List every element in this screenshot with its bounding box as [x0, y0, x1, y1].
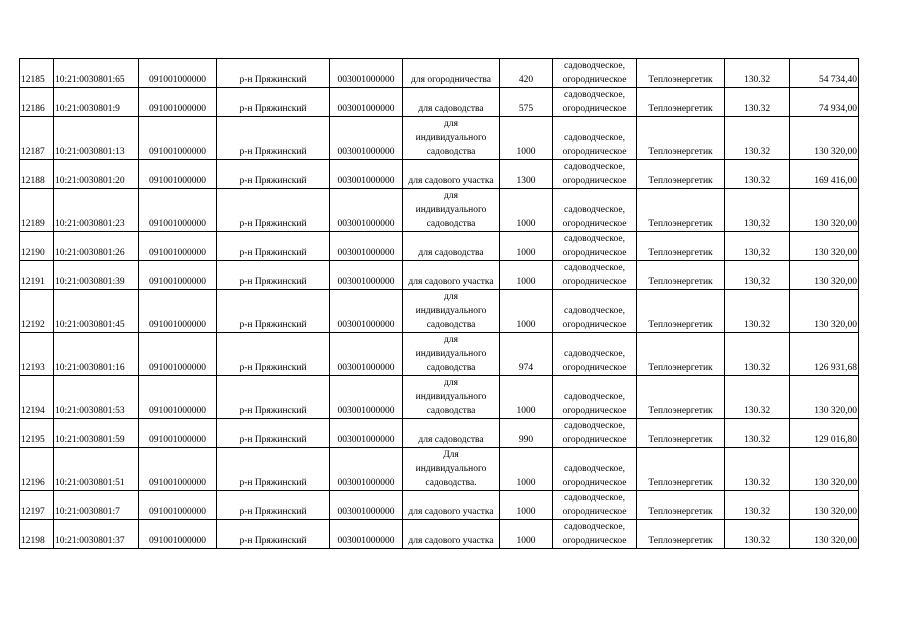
oktmo-code-cell: 003001000000 [330, 117, 403, 160]
district-cell: р-н Пряжинский [217, 419, 330, 448]
district-cell: р-н Пряжинский [217, 376, 330, 419]
permitted-use-line: индивидуального [415, 306, 487, 316]
rate-cell: 130.32 [725, 160, 790, 189]
district-cell: р-н Пряжинский [217, 117, 330, 160]
row-number-cell: 12189 [20, 189, 54, 232]
category-line: садоводческое, [564, 349, 625, 359]
organization-cell: Теплоэнергетик [637, 290, 725, 333]
cadastral-number-cell: 10:21:0030801:26 [54, 232, 139, 261]
permitted-use-line: для садового участка [408, 536, 494, 546]
cadastral-value-cell: 74 934,00 [790, 88, 859, 117]
rate-cell: 130,32 [725, 261, 790, 290]
cadastral-number-cell: 10:21:0030801:59 [54, 419, 139, 448]
oktmo-code-cell: 003001000000 [330, 376, 403, 419]
category-line: огородническое [562, 536, 627, 546]
permitted-use-line: индивидуального [415, 349, 487, 359]
category-cell [553, 59, 637, 88]
organization-cell: Теплоэнергетик [637, 261, 725, 290]
district-cell: р-н Пряжинский [217, 520, 330, 549]
permitted-use-line: для [444, 335, 458, 345]
oktmo-code-cell: 003001000000 [330, 59, 403, 88]
cadastral-number-cell: 10:21:0030801:16 [54, 333, 139, 376]
permitted-use-line: для [444, 191, 458, 201]
category-line: огородническое [562, 478, 627, 488]
area-cell: 1000 [500, 189, 553, 232]
rate-cell: 130.32 [725, 376, 790, 419]
organization-cell: Теплоэнергетик [637, 88, 725, 117]
rate-cell: 130.32 [725, 448, 790, 491]
okato-code-cell: 091001000000 [139, 290, 217, 333]
category-cell [553, 290, 637, 333]
cadastral-value-cell: 130 320,00 [790, 189, 859, 232]
table-row [20, 117, 859, 160]
okato-code-cell: 091001000000 [139, 117, 217, 160]
permitted-use-line: индивидуального [415, 133, 487, 143]
permitted-use-line: для садоводства [418, 435, 484, 445]
category-line: садоводческое, [564, 464, 625, 474]
district-cell: р-н Пряжинский [217, 290, 330, 333]
cadastral-value-cell: 130 320,00 [790, 491, 859, 520]
organization-cell: Теплоэнергетик [637, 59, 725, 88]
oktmo-code-cell: 003001000000 [330, 333, 403, 376]
area-cell: 974 [500, 333, 553, 376]
permitted-use-cell [403, 59, 500, 88]
category-line: садоводческое, [564, 392, 625, 402]
category-line: огородническое [562, 435, 627, 445]
permitted-use-line: для садового участка [408, 507, 494, 517]
category-line: садоводческое, [564, 234, 625, 244]
organization-cell: Теплоэнергетик [637, 232, 725, 261]
category-line: огородническое [562, 248, 627, 258]
cadastral-value-cell: 130 320,00 [790, 376, 859, 419]
rate-cell: 130.32 [725, 333, 790, 376]
category-line: садоводческое, [564, 522, 625, 532]
cadastral-value-cell: 129 016,80 [790, 419, 859, 448]
district-cell: р-н Пряжинский [217, 59, 330, 88]
okato-code-cell: 091001000000 [139, 59, 217, 88]
okato-code-cell: 091001000000 [139, 189, 217, 232]
oktmo-code-cell: 003001000000 [330, 232, 403, 261]
row-number-cell: 12194 [20, 376, 54, 419]
okato-code-cell: 091001000000 [139, 88, 217, 117]
permitted-use-cell [403, 491, 500, 520]
row-number-cell: 12190 [20, 232, 54, 261]
area-cell: 420 [500, 59, 553, 88]
area-cell: 1000 [500, 117, 553, 160]
okato-code-cell: 091001000000 [139, 520, 217, 549]
row-number-cell: 12193 [20, 333, 54, 376]
category-cell [553, 376, 637, 419]
permitted-use-cell [403, 261, 500, 290]
oktmo-code-cell: 003001000000 [330, 290, 403, 333]
permitted-use-line: садоводства. [425, 478, 477, 488]
permitted-use-line: для [444, 378, 458, 388]
area-cell: 1000 [500, 261, 553, 290]
row-number-cell: 12187 [20, 117, 54, 160]
table-row [20, 333, 859, 376]
cadastral-value-cell: 130 320,00 [790, 448, 859, 491]
table-row [20, 232, 859, 261]
district-cell: р-н Пряжинский [217, 232, 330, 261]
okato-code-cell: 091001000000 [139, 491, 217, 520]
cadastral-number-cell: 10:21:0030801:9 [54, 88, 139, 117]
area-cell: 1000 [500, 376, 553, 419]
district-cell: р-н Пряжинский [217, 491, 330, 520]
oktmo-code-cell: 003001000000 [330, 448, 403, 491]
category-line: огородническое [562, 363, 627, 373]
land-register-table [19, 58, 859, 549]
permitted-use-cell [403, 117, 500, 160]
district-cell: р-н Пряжинский [217, 448, 330, 491]
category-line: садоводческое, [564, 306, 625, 316]
table-row [20, 59, 859, 88]
organization-cell: Теплоэнергетик [637, 491, 725, 520]
cadastral-number-cell: 10:21:0030801:37 [54, 520, 139, 549]
cadastral-number-cell: 10:21:0030801:7 [54, 491, 139, 520]
row-number-cell: 12197 [20, 491, 54, 520]
cadastral-value-cell: 169 416,00 [790, 160, 859, 189]
category-line: садоводческое, [564, 133, 625, 143]
row-number-cell: 12196 [20, 448, 54, 491]
permitted-use-cell [403, 419, 500, 448]
category-line: садоводческое, [564, 421, 625, 431]
cadastral-value-cell: 130 320,00 [790, 290, 859, 333]
table-row [20, 261, 859, 290]
permitted-use-line: для садового участка [408, 277, 494, 287]
permitted-use-cell [403, 333, 500, 376]
row-number-cell: 12188 [20, 160, 54, 189]
area-cell: 575 [500, 88, 553, 117]
cadastral-number-cell: 10:21:0030801:51 [54, 448, 139, 491]
category-cell [553, 261, 637, 290]
okato-code-cell: 091001000000 [139, 232, 217, 261]
permitted-use-cell [403, 448, 500, 491]
permitted-use-line: садоводства [426, 406, 476, 416]
permitted-use-line: садоводства [426, 363, 476, 373]
permitted-use-line: для садового участка [408, 176, 494, 186]
organization-cell: Теплоэнергетик [637, 520, 725, 549]
district-cell: р-н Пряжинский [217, 261, 330, 290]
category-line: огородническое [562, 176, 627, 186]
category-line: огородническое [562, 507, 627, 517]
category-cell [553, 419, 637, 448]
category-line: садоводческое, [564, 205, 625, 215]
okato-code-cell: 091001000000 [139, 333, 217, 376]
row-number-cell: 12198 [20, 520, 54, 549]
oktmo-code-cell: 003001000000 [330, 88, 403, 117]
table-row [20, 491, 859, 520]
table-row [20, 448, 859, 491]
table-row [20, 160, 859, 189]
category-line: садоводческое, [564, 162, 625, 172]
category-cell [553, 232, 637, 261]
cadastral-number-cell: 10:21:0030801:45 [54, 290, 139, 333]
area-cell: 1000 [500, 448, 553, 491]
row-number-cell: 12186 [20, 88, 54, 117]
district-cell: р-н Пряжинский [217, 160, 330, 189]
organization-cell: Теплоэнергетик [637, 448, 725, 491]
table-row [20, 419, 859, 448]
cadastral-value-cell: 130 320,00 [790, 261, 859, 290]
category-line: огородническое [562, 277, 627, 287]
rate-cell: 130,32 [725, 232, 790, 261]
permitted-use-cell [403, 160, 500, 189]
permitted-use-cell [403, 376, 500, 419]
oktmo-code-cell: 003001000000 [330, 520, 403, 549]
category-line: огородническое [562, 75, 627, 85]
category-cell [553, 448, 637, 491]
cadastral-number-cell: 10:21:0030801:23 [54, 189, 139, 232]
permitted-use-line: индивидуального [415, 205, 487, 215]
cadastral-number-cell: 10:21:0030801:13 [54, 117, 139, 160]
category-line: садоводческое, [564, 493, 625, 503]
table-row [20, 290, 859, 333]
permitted-use-line: для огородничества [411, 75, 491, 85]
rate-cell: 130.32 [725, 491, 790, 520]
row-number-cell: 12191 [20, 261, 54, 290]
organization-cell: Теплоэнергетик [637, 376, 725, 419]
area-cell: 1300 [500, 160, 553, 189]
district-cell: р-н Пряжинский [217, 88, 330, 117]
row-number-cell: 12195 [20, 419, 54, 448]
permitted-use-cell [403, 88, 500, 117]
category-line: огородническое [562, 147, 627, 157]
category-cell [553, 88, 637, 117]
rate-cell: 130.32 [725, 88, 790, 117]
category-line: садоводческое, [564, 263, 625, 273]
cadastral-number-cell: 10:21:0030801:20 [54, 160, 139, 189]
category-cell [553, 520, 637, 549]
category-line: садоводческое, [564, 90, 625, 100]
table-row [20, 88, 859, 117]
okato-code-cell: 091001000000 [139, 448, 217, 491]
oktmo-code-cell: 003001000000 [330, 261, 403, 290]
area-cell: 990 [500, 419, 553, 448]
cadastral-number-cell: 10:21:0030801:53 [54, 376, 139, 419]
oktmo-code-cell: 003001000000 [330, 491, 403, 520]
table-row [20, 376, 859, 419]
category-cell [553, 160, 637, 189]
okato-code-cell: 091001000000 [139, 376, 217, 419]
oktmo-code-cell: 003001000000 [330, 189, 403, 232]
land-register-body [20, 59, 859, 549]
category-line: садоводческое, [564, 61, 625, 71]
cadastral-number-cell: 10:21:0030801:39 [54, 261, 139, 290]
organization-cell: Теплоэнергетик [637, 189, 725, 232]
permitted-use-line: садоводства [426, 147, 476, 157]
organization-cell: Теплоэнергетик [637, 333, 725, 376]
permitted-use-line: для [444, 119, 458, 129]
permitted-use-line: для [444, 292, 458, 302]
organization-cell: Теплоэнергетик [637, 160, 725, 189]
category-cell [553, 117, 637, 160]
category-line: огородническое [562, 104, 627, 114]
cadastral-value-cell: 130 320,00 [790, 520, 859, 549]
area-cell: 1000 [500, 491, 553, 520]
row-number-cell: 12185 [20, 59, 54, 88]
rate-cell: 130.32 [725, 520, 790, 549]
permitted-use-line: индивидуального [415, 392, 487, 402]
rate-cell: 130,32 [725, 189, 790, 232]
category-cell [553, 491, 637, 520]
oktmo-code-cell: 003001000000 [330, 419, 403, 448]
cadastral-value-cell: 130 320,00 [790, 232, 859, 261]
category-line: огородническое [562, 406, 627, 416]
row-number-cell: 12192 [20, 290, 54, 333]
area-cell: 1000 [500, 290, 553, 333]
okato-code-cell: 091001000000 [139, 160, 217, 189]
permitted-use-cell [403, 290, 500, 333]
permitted-use-line: для садоводства [418, 248, 484, 258]
table-row [20, 189, 859, 232]
rate-cell: 130.32 [725, 290, 790, 333]
district-cell: р-н Пряжинский [217, 333, 330, 376]
category-line: огородническое [562, 320, 627, 330]
rate-cell: 130.32 [725, 117, 790, 160]
district-cell: р-н Пряжинский [217, 189, 330, 232]
cadastral-value-cell: 130 320,00 [790, 117, 859, 160]
okato-code-cell: 091001000000 [139, 261, 217, 290]
rate-cell: 130.32 [725, 419, 790, 448]
permitted-use-line: садоводства [426, 320, 476, 330]
cadastral-number-cell: 10:21:0030801:65 [54, 59, 139, 88]
cadastral-value-cell: 126 931,68 [790, 333, 859, 376]
organization-cell: Теплоэнергетик [637, 419, 725, 448]
category-cell [553, 333, 637, 376]
area-cell: 1000 [500, 232, 553, 261]
area-cell: 1000 [500, 520, 553, 549]
permitted-use-line: садоводства [426, 219, 476, 229]
permitted-use-line: Для [443, 450, 459, 460]
permitted-use-cell [403, 189, 500, 232]
permitted-use-cell [403, 520, 500, 549]
category-cell [553, 189, 637, 232]
okato-code-cell: 091001000000 [139, 419, 217, 448]
cadastral-value-cell: 54 734,40 [790, 59, 859, 88]
permitted-use-line: для садоводства [418, 104, 484, 114]
permitted-use-line: индивидуального [415, 464, 487, 474]
category-line: огородническое [562, 219, 627, 229]
rate-cell: 130.32 [725, 59, 790, 88]
table-row [20, 520, 859, 549]
organization-cell: Теплоэнергетик [637, 117, 725, 160]
oktmo-code-cell: 003001000000 [330, 160, 403, 189]
permitted-use-cell [403, 232, 500, 261]
